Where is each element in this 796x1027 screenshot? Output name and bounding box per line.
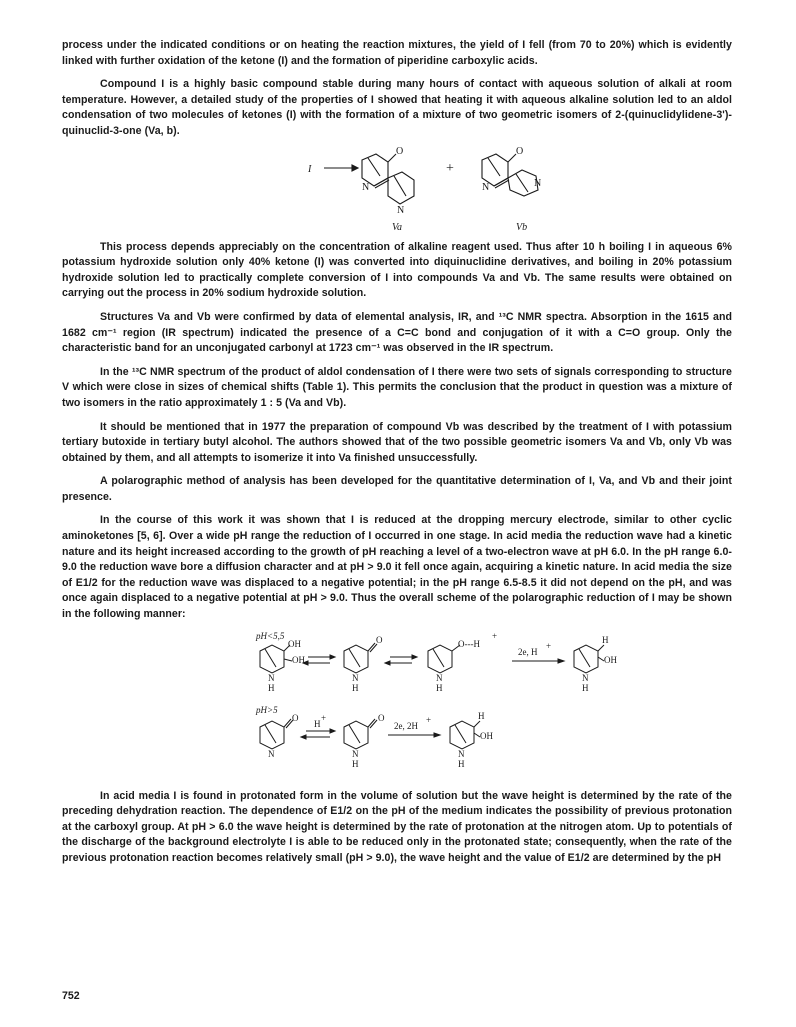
paragraph-2: Compound I is a highly basic compound stable during many hours of contact with aqueous solution of alkali at room temperature. However, a detailed study of the properties of I showed that heating it with aqueous alkaline solution led to an aldol condensation of two molecules of ketones (I) with the formation of a mixture of two geometric isomers of 2-(quinuclidylidene-3')-quinuclid-3-one (Va, b). xyxy=(62,78,732,137)
paragraph-9: In acid media I is found in protonated form in the volume of solution but the wave height is determined by the rate of the preceding dehydration reaction. The dependence of E1/2 on the pH of the medium indicates the possibility of previous protonation at the carboxyl group. At pH > 6.0 the wave height is determined by the rate of protonation at the nitrogen atom. Up to potentials of the discharge of the background electrolyte I is able to be reduced only in the protonated state; consequently, when the rate of the previous protonation reaction becomes relatively small (pH > 9.0), the wave height and the value of E1/2 are determined by the pH xyxy=(62,789,732,864)
n-label-b: N xyxy=(352,672,359,683)
plus-sign-c: + xyxy=(492,630,498,641)
plus-sign-r1: + xyxy=(546,640,552,651)
paragraph-7: A polarographic method of analysis has been developed for the quantitative determination of I, Va, and Vb and their joint presence. xyxy=(62,475,732,503)
page-number: 752 xyxy=(62,990,80,1002)
page-body xyxy=(62,38,732,867)
o-label-b: O xyxy=(376,634,383,645)
h-label-f: H xyxy=(352,758,359,769)
h-label-c: H xyxy=(436,682,443,693)
n-label-g: N xyxy=(458,748,465,759)
va-nitrogen-1: N xyxy=(362,181,370,193)
label-va: Va xyxy=(392,221,402,233)
reagent-2: H xyxy=(314,718,321,729)
va-nitrogen-2: N xyxy=(397,204,405,216)
vb-oxygen: O xyxy=(516,145,524,157)
plus-sign: + xyxy=(446,160,454,176)
oh-label-d: OH xyxy=(604,654,617,665)
oh-label-g: OH xyxy=(480,730,493,741)
n-label-e: N xyxy=(268,748,275,759)
polarographic-scheme-figure xyxy=(62,629,732,779)
aldol-scheme xyxy=(62,146,732,234)
h-label-b: H xyxy=(352,682,359,693)
paragraph-4: Structures Va and Vb were confirmed by data of elemental analysis, IR, and ¹³C NMR spectra. Absorption in the 1615 and 1682 cm⁻¹ region (IR spectrum) indicated the presence of a C=C bond and conjugation of it with a C=O group. Only the characteristic band for an unconjugated carbonyl at 1723 cm⁻¹ was observed in the IR spectrum. xyxy=(62,310,732,355)
oh-label-1: OH xyxy=(288,638,301,649)
n-label-f: N xyxy=(352,748,359,759)
o-label-f: O xyxy=(378,712,385,723)
condition-acid: pH<5,5 xyxy=(256,630,285,641)
n-label-a: N xyxy=(268,672,275,683)
vb-nitrogen-1: N xyxy=(482,181,490,193)
va-oxygen: O xyxy=(396,145,404,157)
o-label-e: O xyxy=(292,712,299,723)
reagent-1: 2e, H xyxy=(518,646,538,657)
vb-nitrogen-2: N xyxy=(534,177,542,189)
paragraph-3: This process depends appreciably on the concentration of alkaline reagent used. Thus after 10 h boiling I in aqueous 6% potassium hydroxide solution only 40% ketone (I) was converted into diquinuclidine derivatives, and boiling in 20% potassium hydroxide solution led to practically complete conversion of I into compounds Va and Vb. The same results were obtained on carrying out the process in 20% sodium hydroxide solution. xyxy=(62,240,732,300)
h-label-a: H xyxy=(268,682,275,693)
polarographic-scheme xyxy=(62,629,732,779)
aldol-scheme-figure xyxy=(62,146,732,234)
paragraph-5: In the ¹³C NMR spectrum of the product of aldol condensation of I there were two sets of signals corresponding to structure V which were close in sizes of chemical shifts (Table 1). This permits the conclusion that the product in question was a mixture of two isomers in the ratio approximately 1 : 5 (Va and Vb). xyxy=(62,365,732,409)
paragraph-8: In the course of this work it was shown that I is reduced at the dropping mercury electrode, similar to other cyclic aminoketones [5, 6]. Over a wide pH range the reduction of I occurred in one stage. In acid media the reduction wave had a kinetic nature and its height increased according to the growth of pH reaching a level of a two-electron wave at pH 6.0. In the pH range 6.0-9.0 the reduction wave bore a diffusion character and at pH > 9.0 it fell once again, acquiring a kinetic nature. In acid media the size of E1/2 for the reduction wave was displaced to a negative potential; in the pH range 6.5-8.5 it did not depend on the pH, and was once again displaced to a negative potential at pH > 9.0. Thus the overall scheme of the polarographic reduction of I may be shown in the following manner: xyxy=(62,514,732,621)
n-label-d: N xyxy=(582,672,589,683)
plus-sign-r3: + xyxy=(426,714,432,725)
n-label-c: N xyxy=(436,672,443,683)
plus-sign-r2: + xyxy=(321,712,327,723)
h-label-d: H xyxy=(582,682,589,693)
paragraph-6: It should be mentioned that in 1977 the preparation of compound Vb was described by the treatment of I with potassium tertiary butoxide in tertiary butyl alcohol. The authors showed that of the two possible geometric isomers Va and Vb, only Vb was obtained by them, and all attempts to isomerize it into Va finished unsuccessfully. xyxy=(62,420,732,464)
oh-plus-label: O---H xyxy=(458,638,480,649)
label-vb: Vb xyxy=(516,221,528,233)
paragraph-1: process under the indicated conditions or on heating the reaction mixtures, the yield of I fell (from 70 to 20%) which is evidently linked with further oxidation of the ketone (I) and the formation of piperidine carboxylic acids. xyxy=(62,39,732,67)
h-label-g1: H xyxy=(478,710,485,721)
h-label-d1: H xyxy=(602,634,609,645)
oh-label-2: OH xyxy=(292,654,305,665)
h-label-g: H xyxy=(458,758,465,769)
condition-base: pH>5 xyxy=(256,704,278,715)
reactant-label: I xyxy=(308,163,312,175)
reagent-3: 2e, 2H xyxy=(394,720,418,731)
